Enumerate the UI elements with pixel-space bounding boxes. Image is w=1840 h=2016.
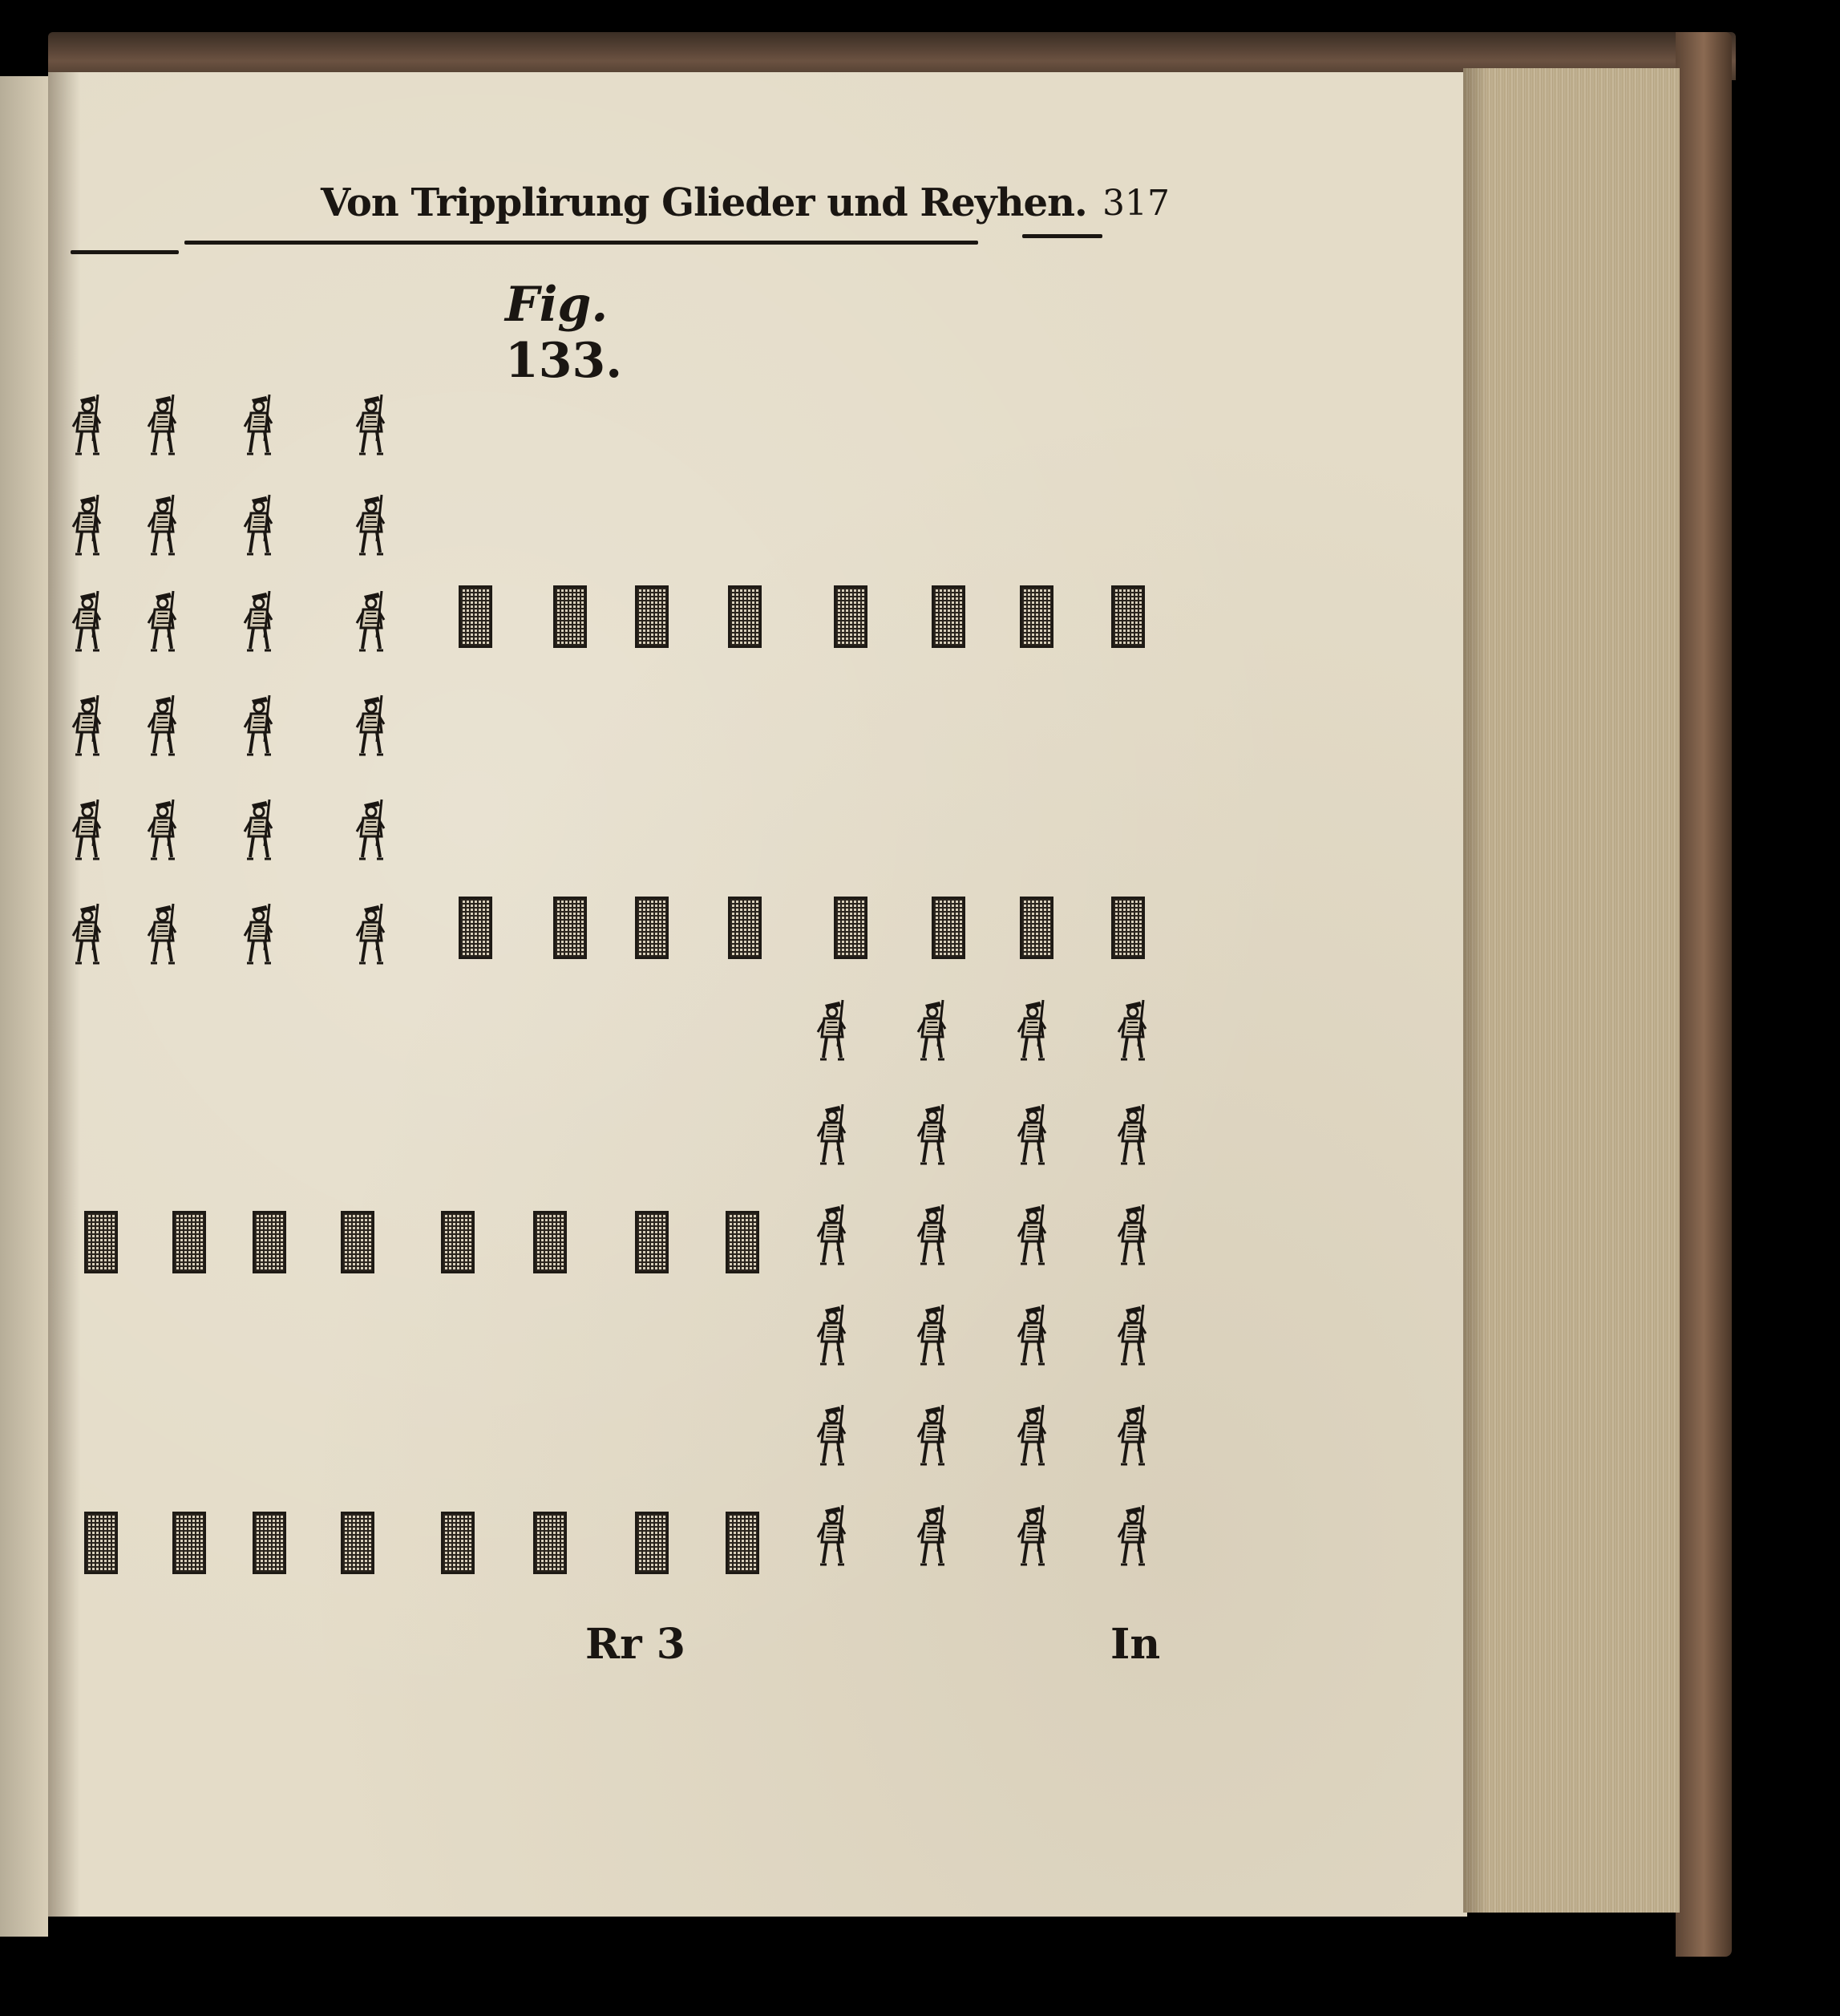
soldier-icon (914, 1203, 951, 1267)
soldier-icon (814, 998, 851, 1063)
soldier-icon (353, 902, 390, 966)
page-fore-edge (1463, 68, 1680, 1913)
soldier-icon (241, 493, 277, 557)
soldier-icon (69, 798, 106, 862)
hatched-block-icon (635, 1512, 669, 1574)
soldier-icon (1114, 1203, 1151, 1267)
soldier-icon (1014, 1504, 1051, 1568)
hatched-block-icon (635, 585, 669, 648)
hatched-block-icon (635, 1211, 669, 1273)
book-cover-right (1676, 32, 1732, 1957)
hatched-block-icon (553, 585, 587, 648)
hatched-block-icon (728, 897, 762, 959)
hatched-block-icon (932, 897, 965, 959)
soldier-icon (1114, 1303, 1151, 1367)
figure-label-number: 133. (505, 333, 623, 389)
hatched-block-icon (341, 1211, 374, 1273)
soldier-icon (241, 694, 277, 758)
figure-label (505, 277, 706, 389)
hatched-block-icon (533, 1512, 567, 1574)
soldier-icon (1014, 998, 1051, 1063)
soldier-icon (814, 1203, 851, 1267)
catchword: In (1110, 1620, 1161, 1669)
soldier-icon (353, 694, 390, 758)
soldier-icon (69, 694, 106, 758)
hatched-block-icon (1020, 585, 1053, 648)
hatched-block-icon (341, 1512, 374, 1574)
soldier-icon (914, 998, 951, 1063)
hatched-block-icon (635, 897, 669, 959)
figure-label-prefix: Fig. (505, 277, 609, 333)
hatched-block-icon (253, 1512, 286, 1574)
hatched-block-icon (553, 897, 587, 959)
head-rule-left (71, 250, 179, 254)
fore-edge-shadow (1463, 68, 1487, 1913)
hatched-block-icon (726, 1211, 759, 1273)
soldier-icon (241, 798, 277, 862)
soldier-icon (1014, 1203, 1051, 1267)
hatched-block-icon (834, 897, 867, 959)
soldier-icon (144, 798, 181, 862)
soldier-icon (1114, 1403, 1151, 1467)
soldier-icon (914, 1303, 951, 1367)
hatched-block-icon (441, 1211, 475, 1273)
hatched-block-icon (533, 1211, 567, 1273)
soldier-icon (144, 694, 181, 758)
hatched-block-icon (253, 1211, 286, 1273)
signature-mark: Rr 3 (585, 1620, 685, 1669)
running-head: Von Tripplirung Glieder und Reyhen. (321, 180, 1087, 225)
soldier-icon (1114, 998, 1151, 1063)
hatched-block-icon (1111, 897, 1145, 959)
hatched-block-icon (728, 585, 762, 648)
soldier-icon (241, 589, 277, 654)
hatched-block-icon (172, 1512, 206, 1574)
soldier-icon (1014, 1303, 1051, 1367)
soldier-icon (814, 1103, 851, 1167)
soldier-icon (353, 393, 390, 457)
soldier-icon (353, 493, 390, 557)
hatched-block-icon (726, 1512, 759, 1574)
soldier-icon (353, 589, 390, 654)
page-gutter-shadow (48, 72, 80, 1917)
soldier-icon (241, 393, 277, 457)
soldier-icon (144, 493, 181, 557)
soldier-icon (69, 493, 106, 557)
hatched-block-icon (441, 1512, 475, 1574)
hatched-block-icon (84, 1211, 118, 1273)
hatched-block-icon (459, 897, 492, 959)
soldier-icon (1114, 1103, 1151, 1167)
soldier-icon (353, 798, 390, 862)
soldier-icon (914, 1103, 951, 1167)
soldier-icon (1014, 1403, 1051, 1467)
hatched-block-icon (834, 585, 867, 648)
soldier-icon (144, 902, 181, 966)
hatched-block-icon (84, 1512, 118, 1574)
facing-page-edge (0, 76, 48, 1937)
soldier-icon (914, 1504, 951, 1568)
soldier-icon (241, 902, 277, 966)
hatched-block-icon (459, 585, 492, 648)
soldier-icon (69, 902, 106, 966)
head-rule-main (184, 241, 978, 245)
page-number: 317 (1102, 183, 1170, 224)
soldier-icon (1114, 1504, 1151, 1568)
printed-page (48, 72, 1467, 1917)
head-rule-right (1022, 234, 1102, 238)
soldier-icon (914, 1403, 951, 1467)
soldier-icon (69, 393, 106, 457)
soldier-icon (814, 1303, 851, 1367)
soldier-icon (1014, 1103, 1051, 1167)
soldier-icon (814, 1403, 851, 1467)
soldier-icon (144, 393, 181, 457)
hatched-block-icon (1020, 897, 1053, 959)
hatched-block-icon (172, 1211, 206, 1273)
soldier-icon (144, 589, 181, 654)
hatched-block-icon (932, 585, 965, 648)
soldier-icon (814, 1504, 851, 1568)
hatched-block-icon (1111, 585, 1145, 648)
soldier-icon (69, 589, 106, 654)
